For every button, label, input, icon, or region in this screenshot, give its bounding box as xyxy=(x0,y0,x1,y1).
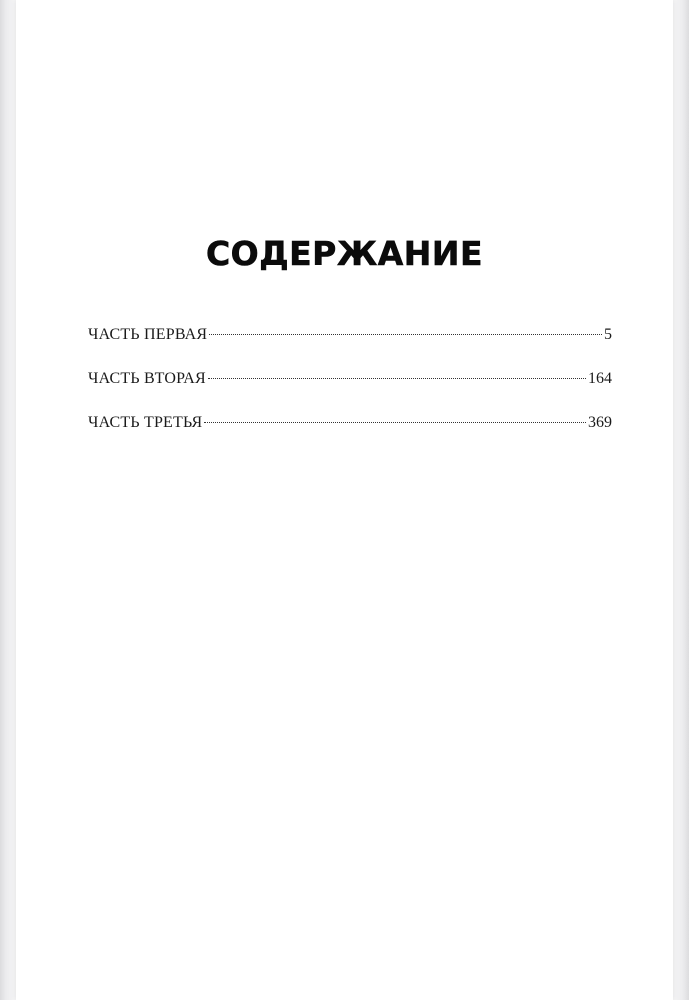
toc-entry-part-3[interactable] xyxy=(88,414,612,438)
toc-entry-page-number: 164 xyxy=(588,370,612,387)
toc-entry-page-number: 5 xyxy=(604,326,612,343)
dot-leader xyxy=(204,422,586,423)
toc-heading: СОДЕРЖАНИЕ xyxy=(205,234,484,273)
toc-entry-title: ЧАСТЬ ТРЕТЬЯ xyxy=(88,414,203,431)
dot-leader xyxy=(209,334,602,335)
toc-entry-page-number: 369 xyxy=(588,414,612,431)
toc-entry-part-1[interactable] xyxy=(88,326,612,350)
toc-list xyxy=(88,326,612,458)
toc-entry-title: ЧАСТЬ ВТОРАЯ xyxy=(88,370,206,387)
toc-entry-part-2[interactable] xyxy=(88,370,612,394)
book-page xyxy=(16,0,673,1000)
dot-leader xyxy=(208,378,586,379)
toc-entry-title: ЧАСТЬ ПЕРВАЯ xyxy=(88,326,208,343)
